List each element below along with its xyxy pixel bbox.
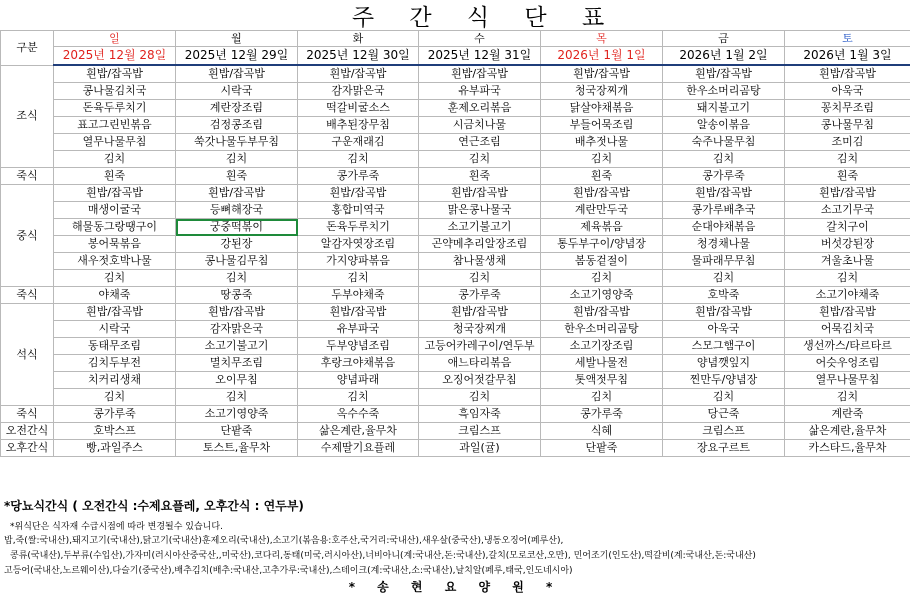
menu-item: 쑥갓나물두부무침 [176, 134, 298, 151]
menu-item: 곤약메추리알장조림 [419, 236, 541, 253]
menu-item: 김치 [663, 151, 785, 168]
day-date: 2025년 12월 30일 [298, 47, 419, 66]
menu-item: 콩나물김무침 [176, 253, 298, 270]
menu-row [1, 355, 910, 372]
menu-row [1, 100, 910, 117]
menu-item: 멸치무조림 [176, 355, 298, 372]
menu-item: 김치 [785, 389, 910, 406]
day-name: 토 [785, 31, 910, 47]
porridge-item: 흰죽 [785, 168, 910, 185]
menu-item: 시락국 [54, 321, 176, 338]
menu-item: 한우소머리곰탕 [541, 321, 663, 338]
snack-label: 오후간식 [1, 440, 54, 457]
menu-item: 한우소머리곰탕 [663, 83, 785, 100]
menu-item: 흰밥/잡곡밥 [176, 304, 298, 321]
menu-item: 물파래무무침 [663, 253, 785, 270]
diabetic-snack-note: *당뇨식간식 ( 오전간식 :수제요플레, 오후간식 : 연두부) [4, 499, 304, 513]
menu-row [1, 389, 910, 406]
snack-item: 단팥죽 [541, 440, 663, 457]
menu-item: 표고그린빈볶음 [54, 117, 176, 134]
menu-item: 아욱국 [663, 321, 785, 338]
porridge-item: 콩가루죽 [298, 168, 419, 185]
menu-item: 흰밥/잡곡밥 [298, 65, 419, 83]
breakfast-label: 조식 [1, 65, 54, 168]
snack-item: 크림스프 [663, 423, 785, 440]
menu-item: 양념파래 [298, 372, 419, 389]
page-title: 주 간 식 단 표 [351, 4, 619, 31]
menu-row [1, 151, 910, 168]
snack-item: 호박스프 [54, 423, 176, 440]
snack-item: 삶은계란,율무차 [298, 423, 419, 440]
lunch-label: 중식 [1, 185, 54, 287]
menu-item: 흰밥/잡곡밥 [785, 304, 910, 321]
menu-item: 소고기장조림 [541, 338, 663, 355]
porridge-item: 소고기야채죽 [785, 287, 910, 304]
menu-item: 양념깻잎지 [663, 355, 785, 372]
menu-item: 김치 [419, 389, 541, 406]
menu-item: 흰밥/잡곡밥 [54, 304, 176, 321]
menu-item: 순대야채볶음 [663, 219, 785, 236]
menu-item: 김치 [176, 389, 298, 406]
porridge-item: 흑임자죽 [419, 406, 541, 423]
snack-item: 크림스프 [419, 423, 541, 440]
menu-item: 김치 [419, 151, 541, 168]
menu-item: 청국장찌개 [541, 83, 663, 100]
menu-item: 알송이볶음 [663, 117, 785, 134]
porridge-row [1, 168, 910, 185]
menu-row [1, 304, 910, 321]
porridge-item: 흰죽 [176, 168, 298, 185]
menu-row [1, 65, 910, 83]
snack-item: 토스트,율무차 [176, 440, 298, 457]
porridge-row [1, 287, 910, 304]
menu-item: 어묵김치국 [785, 321, 910, 338]
menu-item: 계란장조림 [176, 100, 298, 117]
menu-item: 흰밥/잡곡밥 [419, 185, 541, 202]
menu-item: 흰밥/잡곡밥 [419, 65, 541, 83]
porridge-item: 당근죽 [663, 406, 785, 423]
day-date: 2026년 1월 3일 [785, 47, 910, 66]
menu-row [1, 253, 910, 270]
dinner-label: 석식 [1, 304, 54, 406]
menu-item: 소고기불고기 [419, 219, 541, 236]
porridge-item: 소고기영양죽 [541, 287, 663, 304]
porridge-item: 콩가루죽 [663, 168, 785, 185]
menu-row [1, 202, 910, 219]
menu-item: 시락국 [176, 83, 298, 100]
menu-item: 동태무조림 [54, 338, 176, 355]
menu-item: 김치 [663, 389, 785, 406]
menu-item: 연근조림 [419, 134, 541, 151]
menu-item: 오이무침 [176, 372, 298, 389]
porridge-item: 흰죽 [54, 168, 176, 185]
menu-item: 흰밥/잡곡밥 [54, 65, 176, 83]
porridge-item: 계란죽 [785, 406, 910, 423]
menu-row [1, 83, 910, 100]
menu-item: 콩나물무침 [785, 117, 910, 134]
menu-item: 흰밥/잡곡밥 [419, 304, 541, 321]
menu-item: 감자맑은국 [176, 321, 298, 338]
menu-item: 김치 [419, 270, 541, 287]
menu-row [1, 338, 910, 355]
menu-item: 강된장 [176, 236, 298, 253]
menu-item: 찐만두/양념장 [663, 372, 785, 389]
porridge-item: 야채죽 [54, 287, 176, 304]
snack-item: 삶은계란,율무차 [785, 423, 910, 440]
menu-item: 흰밥/잡곡밥 [785, 65, 910, 83]
porridge-item: 흰죽 [419, 168, 541, 185]
menu-item: 봄동겉절이 [541, 253, 663, 270]
menu-row [1, 185, 910, 202]
weekly-menu-table [0, 30, 910, 457]
menu-item: 겨울초나물 [785, 253, 910, 270]
menu-item: 꽁치무조림 [785, 100, 910, 117]
snack-label: 오전간식 [1, 423, 54, 440]
menu-item: 소고기불고기 [176, 338, 298, 355]
menu-item: 시금치나물 [419, 117, 541, 134]
menu-item: 흰밥/잡곡밥 [541, 304, 663, 321]
snack-item: 빵,과일주스 [54, 440, 176, 457]
menu-row [1, 236, 910, 253]
pm-snack-row [1, 440, 910, 457]
menu-item: 김치두부전 [54, 355, 176, 372]
menu-item: 해물동그랑땡구이 [54, 219, 176, 236]
menu-item: 봉어묵볶음 [54, 236, 176, 253]
porridge-item: 콩가루죽 [541, 406, 663, 423]
menu-item: 훈제오리볶음 [419, 100, 541, 117]
menu-item: 오징어젓갈무침 [419, 372, 541, 389]
menu-item: 통두부구이/양념장 [541, 236, 663, 253]
menu-item: 참나물생채 [419, 253, 541, 270]
menu-item: 두부양념조림 [298, 338, 419, 355]
day-date: 2025년 12월 29일 [176, 47, 298, 66]
menu-item: 김치 [298, 270, 419, 287]
menu-item: 돼지불고기 [663, 100, 785, 117]
day-name: 수 [419, 31, 541, 47]
menu-item: 제육볶음 [541, 219, 663, 236]
snack-item: 단팥죽 [176, 423, 298, 440]
menu-item: 흰밥/잡곡밥 [298, 304, 419, 321]
menu-item: 배추젓나물 [541, 134, 663, 151]
menu-item: 배추된장무침 [298, 117, 419, 134]
menu-item: 김치 [176, 151, 298, 168]
menu-item: 계란만두국 [541, 202, 663, 219]
menu-item: 콩가루배추국 [663, 202, 785, 219]
porridge-item: 콩가루죽 [54, 406, 176, 423]
menu-item: 가지양파볶음 [298, 253, 419, 270]
menu-row [1, 372, 910, 389]
menu-item: 흰밥/잡곡밥 [176, 185, 298, 202]
menu-item: 소고기무국 [785, 202, 910, 219]
menu-row [1, 321, 910, 338]
porridge-label: 죽식 [1, 406, 54, 423]
am-snack-row [1, 423, 910, 440]
menu-item: 새우젓호박나물 [54, 253, 176, 270]
menu-item: 애느타리볶음 [419, 355, 541, 372]
menu-item: 흰밥/잡곡밥 [298, 185, 419, 202]
porridge-item: 옥수수죽 [298, 406, 419, 423]
menu-item: 돈육두루치기 [54, 100, 176, 117]
menu-item: 톳액젓무침 [541, 372, 663, 389]
menu-item: 김치 [176, 270, 298, 287]
menu-item: 감자맑은국 [298, 83, 419, 100]
section-header: 구분 [1, 31, 54, 66]
snack-item: 과일(귤) [419, 440, 541, 457]
menu-item: 김치 [541, 270, 663, 287]
menu-item: 검정콩조림 [176, 117, 298, 134]
menu-item: 아욱국 [785, 83, 910, 100]
porridge-item: 소고기영양죽 [176, 406, 298, 423]
menu-item: 김치 [298, 389, 419, 406]
menu-item: 세발나물전 [541, 355, 663, 372]
menu-item: 치커리생채 [54, 372, 176, 389]
menu-item: 김치 [663, 270, 785, 287]
snack-item: 카스타드,율무차 [785, 440, 910, 457]
menu-item: 김치 [54, 389, 176, 406]
menu-row [1, 117, 910, 134]
menu-item: 열무나물무침 [785, 372, 910, 389]
day-name-row [1, 31, 910, 47]
menu-item: 구운재래김 [298, 134, 419, 151]
menu-item: 버섯강된장 [785, 236, 910, 253]
menu-item: 후랑크야채볶음 [298, 355, 419, 372]
day-name: 화 [298, 31, 419, 47]
day-date: 2026년 1월 2일 [663, 47, 785, 66]
menu-item: 김치 [54, 270, 176, 287]
porridge-label: 죽식 [1, 287, 54, 304]
porridge-item: 땅콩죽 [176, 287, 298, 304]
selected-menu-item[interactable]: 궁중떡볶이 [176, 219, 298, 236]
day-name: 목 [541, 31, 663, 47]
menu-item: 김치 [785, 270, 910, 287]
menu-item: 흰밥/잡곡밥 [541, 185, 663, 202]
menu-item: 생선까스/타르타르 [785, 338, 910, 355]
day-name: 일 [54, 31, 176, 47]
date-row [1, 47, 910, 66]
porridge-item: 흰죽 [541, 168, 663, 185]
menu-item: 흰밥/잡곡밥 [176, 65, 298, 83]
snack-item: 식혜 [541, 423, 663, 440]
porridge-item: 호박죽 [663, 287, 785, 304]
menu-item: 갈치구이 [785, 219, 910, 236]
menu-item: 유부파국 [298, 321, 419, 338]
menu-item: 부들어묵조림 [541, 117, 663, 134]
day-date: 2025년 12월 31일 [419, 47, 541, 66]
origin-note-2: 콩류(국내산),두부류(수입산),가자미(러시아산중국산,,미국산),코다리,동태(미국,러시아산),너비아니(계:국내산,돈:국내산),갈치(모로코산,오만), 민어조기(인도산),떡갈비(계:국내산,돈:국내산) [10, 551, 756, 561]
menu-item: 어슷우엉조림 [785, 355, 910, 372]
menu-item: 조미김 [785, 134, 910, 151]
menu-item: 알감자엿장조림 [298, 236, 419, 253]
menu-item: 김치 [54, 151, 176, 168]
menu-item: 열무나물무침 [54, 134, 176, 151]
facility-name-footer: * 송 현 요 양 원 * [348, 580, 562, 594]
origin-note-1: 밥,죽(쌀:국내산),돼지고기(국내산),닭고기(국내산)훈제오리(국내산),소고기(볶음용:호주산,국거리:국내산),새우살(중국산),냉동오징어(페루산), [4, 536, 564, 546]
porridge-row [1, 406, 910, 423]
menu-item: 흰밥/잡곡밥 [663, 65, 785, 83]
menu-item: 숙주나물무침 [663, 134, 785, 151]
day-date: 2026년 1월 1일 [541, 47, 663, 66]
menu-item: 등뼈해장국 [176, 202, 298, 219]
menu-item: 청국장찌개 [419, 321, 541, 338]
menu-item: 김치 [785, 151, 910, 168]
porridge-item: 콩가루죽 [419, 287, 541, 304]
snack-item: 수제딸기요플레 [298, 440, 419, 457]
menu-row [1, 219, 910, 236]
menu-item: 청경채나물 [663, 236, 785, 253]
menu-item: 김치 [541, 151, 663, 168]
day-date: 2025년 12월 28일 [54, 47, 176, 66]
menu-row [1, 134, 910, 151]
day-name: 월 [176, 31, 298, 47]
menu-item: 흰밥/잡곡밥 [54, 185, 176, 202]
menu-item: 김치 [298, 151, 419, 168]
menu-item: 홍합미역국 [298, 202, 419, 219]
menu-item: 콩나물김치국 [54, 83, 176, 100]
snack-item: 장요구르트 [663, 440, 785, 457]
menu-item: 흰밥/잡곡밥 [785, 185, 910, 202]
menu-item: 매생이굴국 [54, 202, 176, 219]
menu-item: 흰밥/잡곡밥 [663, 304, 785, 321]
menu-item: 유부파국 [419, 83, 541, 100]
menu-item: 고등어카레구이/연두부 [419, 338, 541, 355]
menu-item: 김치 [541, 389, 663, 406]
day-name: 금 [663, 31, 785, 47]
change-notice: *위식단은 식자재 수급시점에 따라 변경될수 있습니다. [10, 522, 223, 532]
menu-item: 닭살야채볶음 [541, 100, 663, 117]
menu-item: 스모그햄구이 [663, 338, 785, 355]
porridge-item: 두부야채죽 [298, 287, 419, 304]
menu-item: 돈육두루치기 [298, 219, 419, 236]
menu-item: 흰밥/잡곡밥 [663, 185, 785, 202]
menu-item: 흰밥/잡곡밥 [541, 65, 663, 83]
porridge-label: 죽식 [1, 168, 54, 185]
menu-item: 떡갈비굴소스 [298, 100, 419, 117]
menu-item: 맑은콩나물국 [419, 202, 541, 219]
menu-row [1, 270, 910, 287]
origin-note-3: 고등어(국내산,노르웨이산),다슬기(중국산),배추김치(배추:국내산,고추가루:국내산),스테이크(계:국내산,소:국내산),날치알(페루,태국,인도네시아) [4, 566, 573, 576]
